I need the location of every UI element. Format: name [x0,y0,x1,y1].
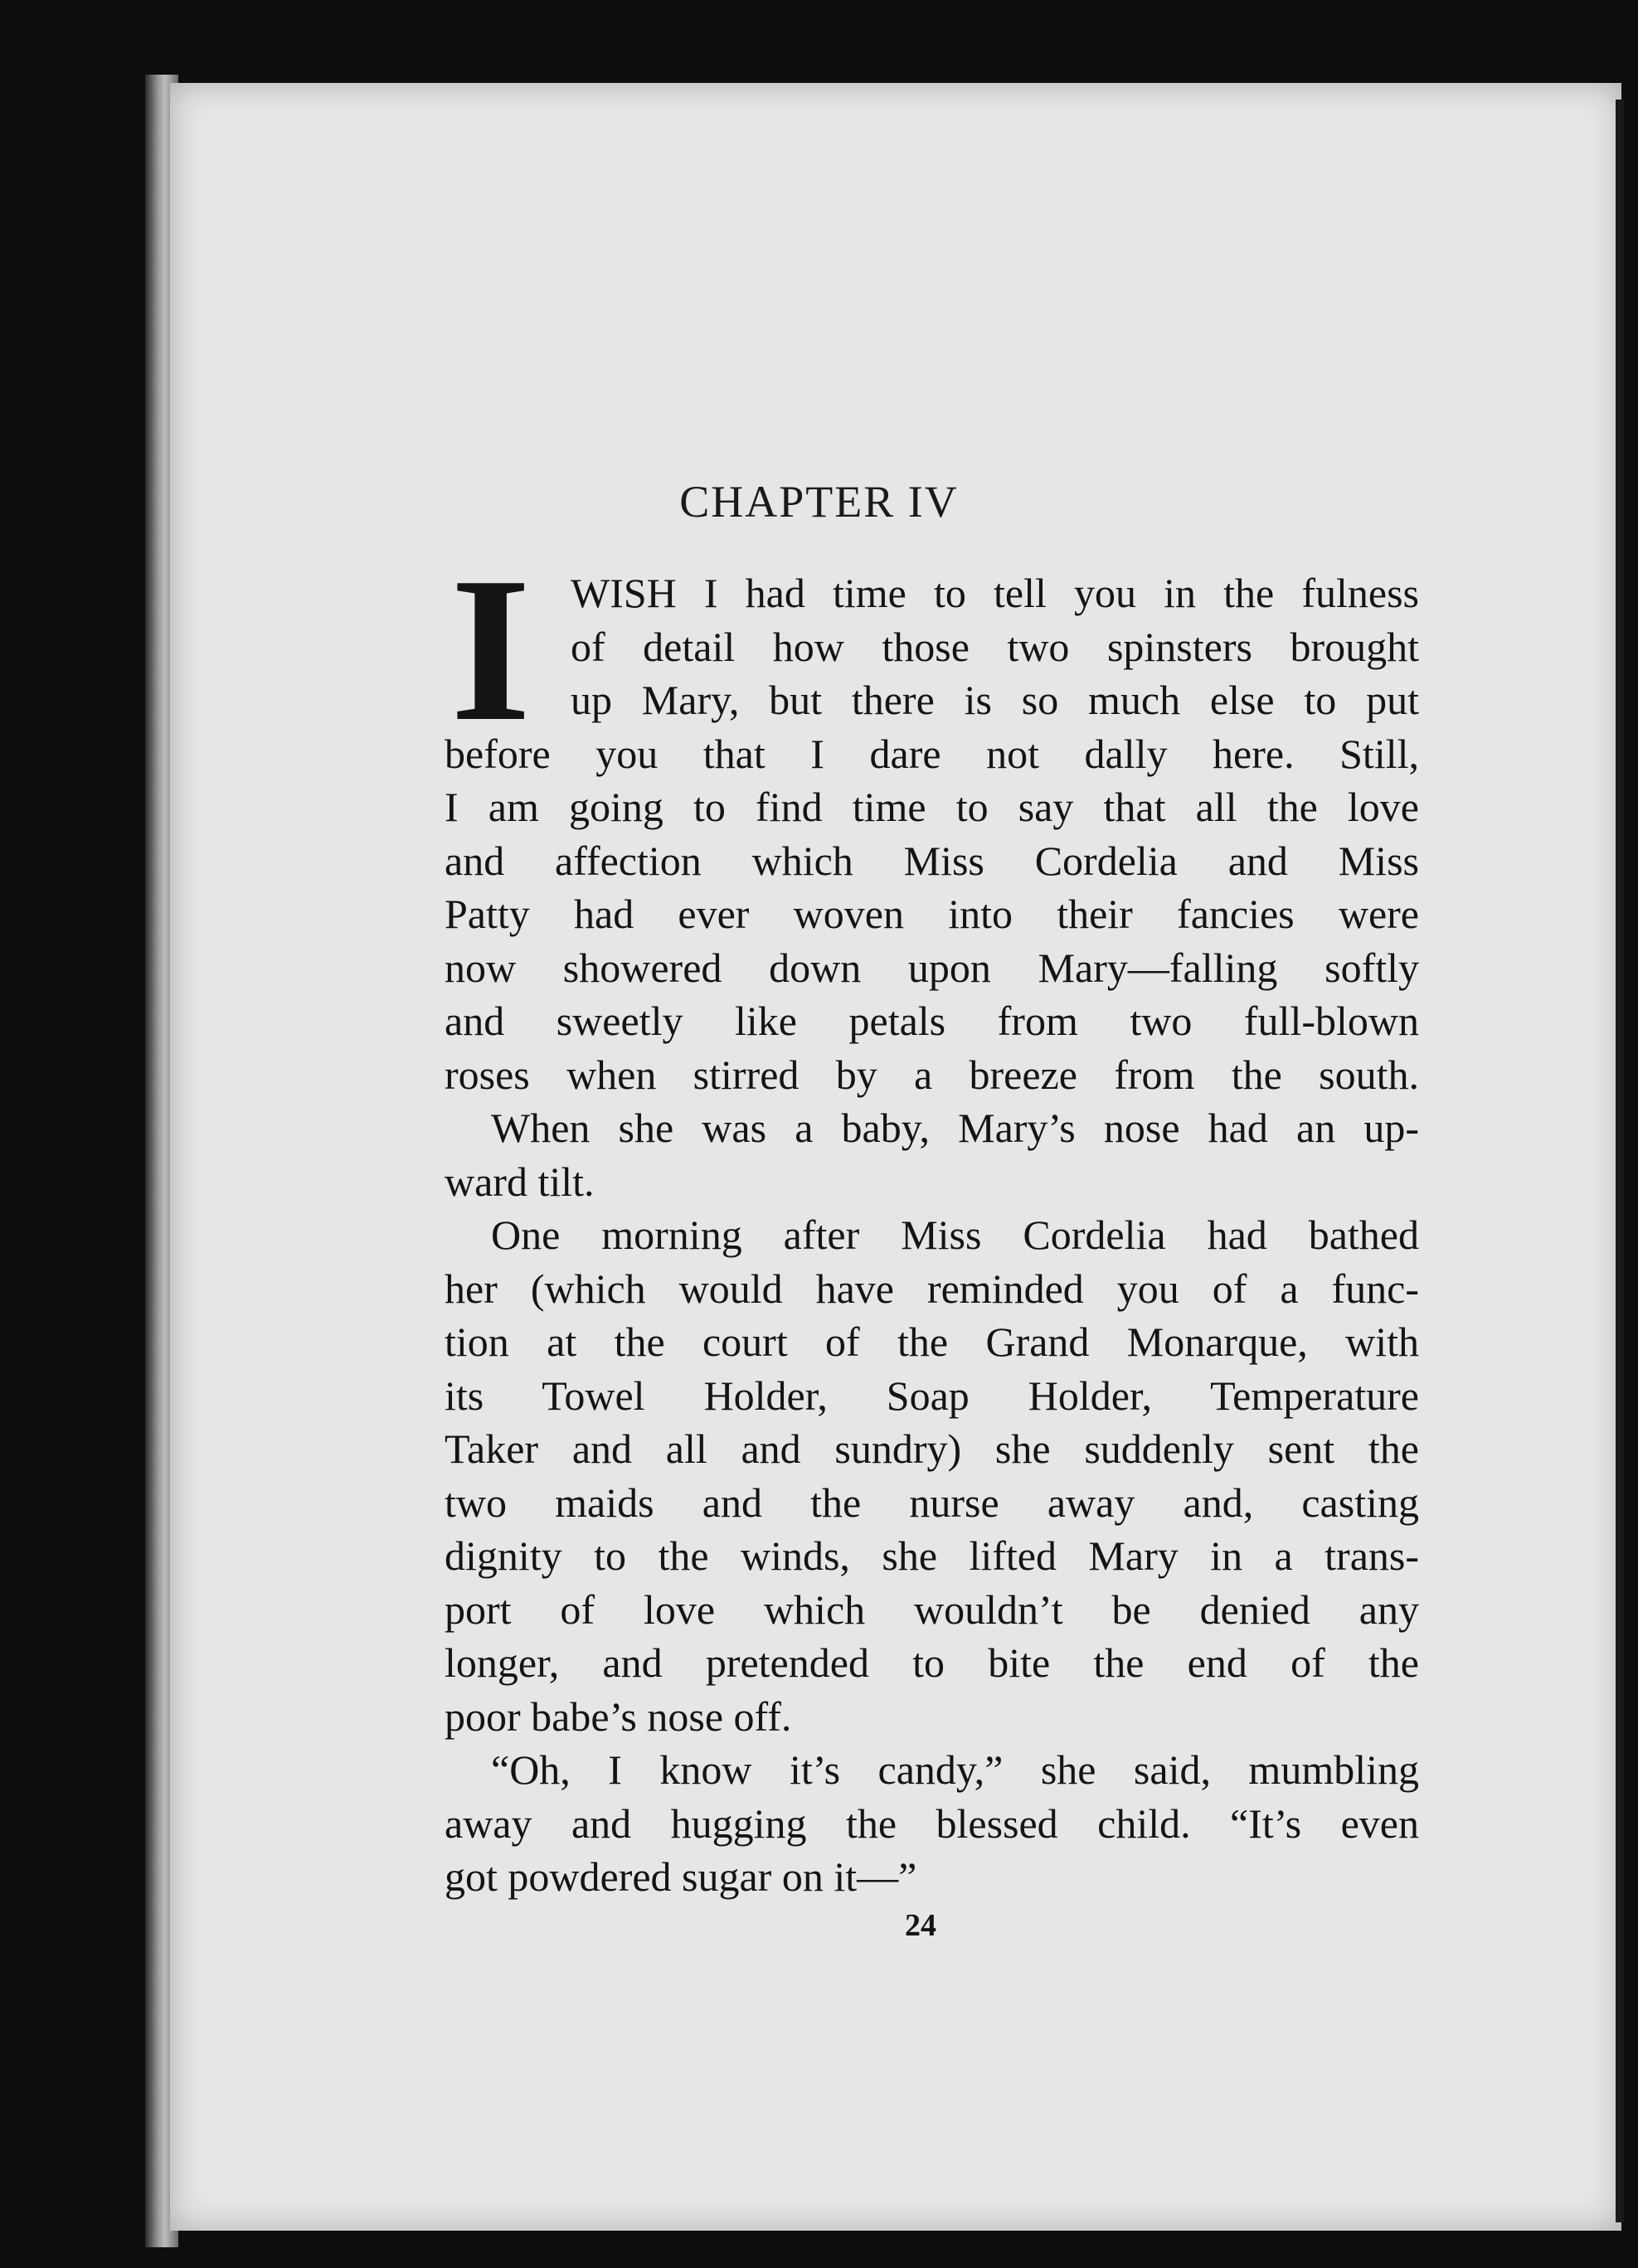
text-line: and affection which Miss Cordelia and Miss [445,837,1419,884]
text-line: and sweetly like petals from two full-blown [445,998,1419,1044]
text-line: her (which would have reminded you of a func- [445,1265,1419,1312]
text-line: Taker and all and sundry) she suddenly sent the [445,1425,1419,1472]
text-line: got powdered sugar on it—” [445,1853,917,1900]
text-line: WISH I had time to tell you in the fulness [571,570,1419,616]
page-edge [1616,100,1624,2222]
text-line: tion at the court of the Grand Monarque, with [445,1319,1419,1365]
text-line: two maids and the nurse away and, casting [445,1479,1419,1526]
chapter-title: CHAPTER IV [679,477,959,527]
text-line: poor babe’s nose off. [445,1693,792,1740]
text-line: roses when stirred by a breeze from the south. [445,1051,1419,1098]
page-number: 24 [905,1908,936,1943]
text-line: away and hugging the blessed child. “It’s even [445,1799,1419,1847]
text-line: I am going to find time to say that all the love [445,784,1419,830]
text-line: longer, and pretended to bite the end of the [445,1639,1419,1686]
drop-cap-letter: I [450,535,532,765]
text-line: ward tilt. [445,1158,595,1205]
text-line: up Mary, but there is so much else to put [571,677,1419,723]
text-line: of detail how those two spinsters brought [571,623,1419,670]
text-line: before you that I dare not dally here. Still, [445,730,1419,777]
text-line: Patty had ever woven into their fancies were [445,891,1419,937]
text-line: its Towel Holder, Soap Holder, Temperature [445,1372,1419,1419]
text-line: When she was a baby, Mary’s nose had an up- [491,1105,1419,1151]
text-line: port of love which wouldn’t be denied any [445,1586,1419,1633]
body-text [445,535,1419,1904]
text-line: “Oh, I know it’s candy,” she said, mumbling [491,1746,1419,1793]
text-line: dignity to the winds, she lifted Mary in a trans- [445,1532,1419,1579]
text-line: now showered down upon Mary—falling softly [445,944,1419,991]
text-line: One morning after Miss Cordelia had bathed [491,1212,1419,1258]
